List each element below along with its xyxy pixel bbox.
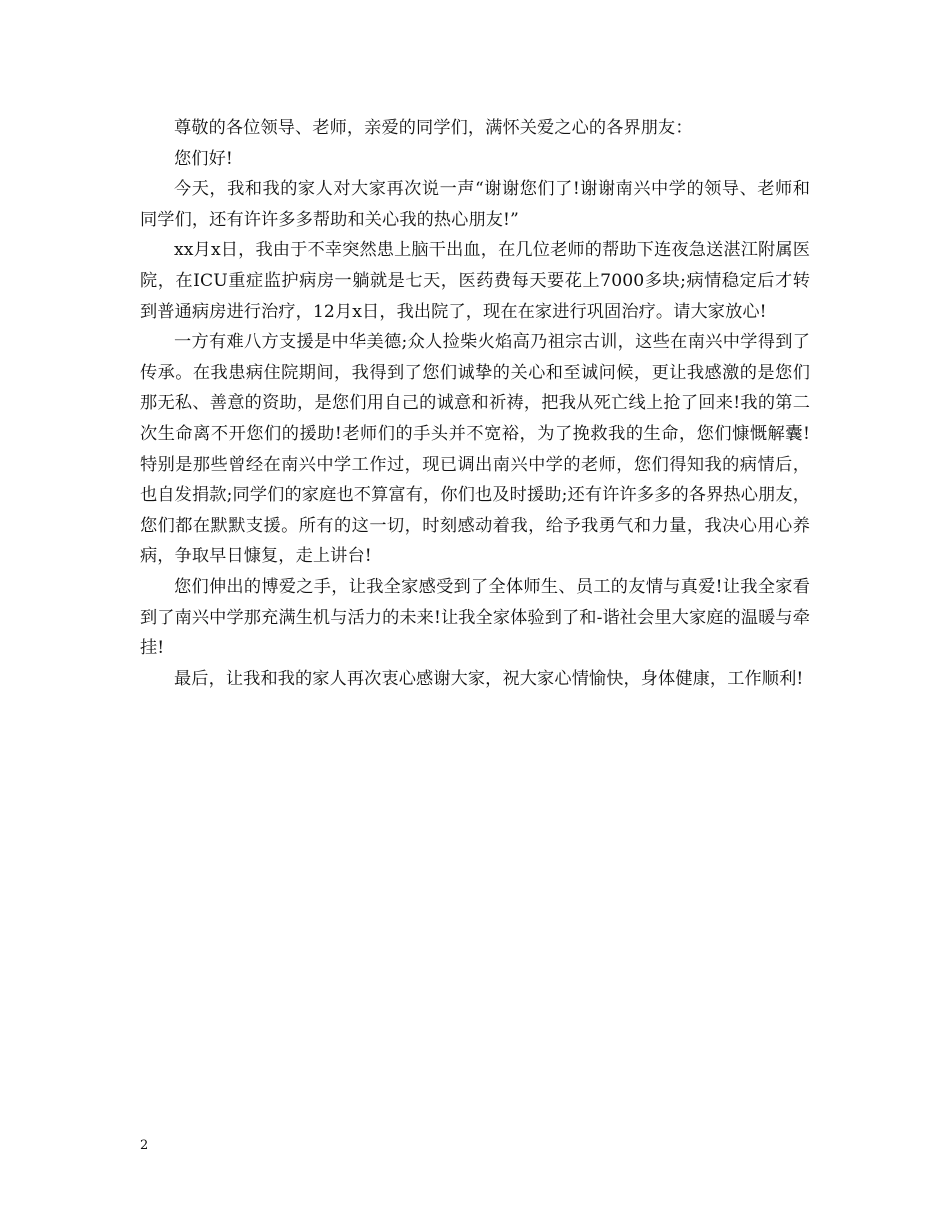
support-paragraph: 一方有难八方支援是中华美德;众人捡柴火焰高乃祖宗古训，这些在南兴中学得到了传承。在我患病住院期间，我得到了您们诚挚的关心和至诚问候，更让我感激的是您们那无私、善意的资助，是您们用自己的诚意和祈祷，把我从死亡线上抢了回来!我的第二次生命离不开您们的援助!老师们的手头并不宽裕，为了挽救我的生命，您们慷慨解囊!特别是那些曾经在南兴中学工作过，现已调出南兴中学的老师，您们得知我的病情后，也自发捐款;同学们的家庭也不算富有，你们也及时援助;还有许许多多的各界热心朋友，您们都在默默支援。所有的这一切，时刻感动着我，给予我勇气和力量，我决心用心养病，争取早日慷复，走上讲台! [140, 332, 810, 567]
salutation-paragraph: 尊敬的各位领导、老师，亲爱的同学们，满怀关爱之心的各界朋友： [174, 118, 693, 138]
thanks-paragraph: 今天，我和我的家人对大家再次说一声“谢谢您们了!谢谢南兴中学的领导、老师和同学们，还有许许多多帮助和关心我的热心朋友!” [140, 179, 810, 230]
page-number: 2 [140, 1138, 149, 1153]
gratitude-paragraph: 您们伸出的博爱之手，让我全家感受到了全体师生、员工的友情与真爱!让我全家看到了南兴中学那充满生机与活力的未来!让我全家体验到了和-谐社会里大家庭的温暖与牵挂! [140, 576, 810, 659]
greeting-paragraph: 您们好! [174, 148, 233, 169]
document-body [140, 113, 810, 694]
closing-paragraph: 最后，让我和我的家人再次衷心感谢大家，祝大家心情愉快，身体健康，工作顺利! [174, 668, 804, 689]
illness-paragraph: xx月x日，我由于不幸突然患上脑干出血，在几位老师的帮助下连夜急送湛江附属医院，在ICU重症监护病房一躺就是七天，医药费每天要花上7000多块;病情稳定后才转到普通病房进行治疗，12月x日，我出院了，现在在家进行巩固治疗。请大家放心! [140, 240, 810, 322]
